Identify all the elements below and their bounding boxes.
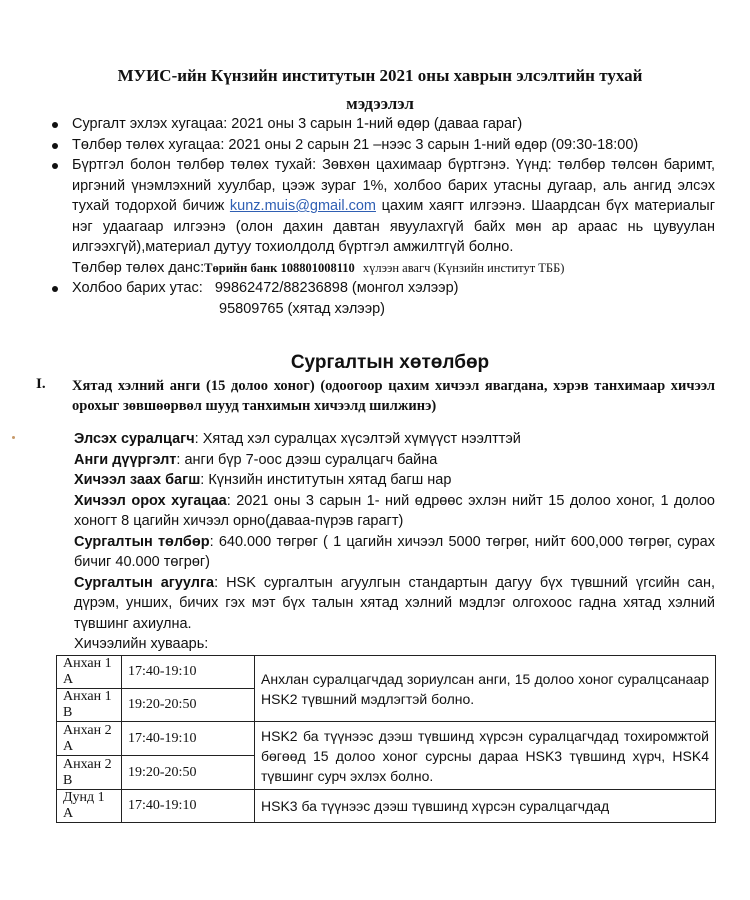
detail-teacher: Хичээл заах багш: Күнзийн институтын хятад багш нар	[74, 472, 452, 488]
title-line-2: мэдээлэл	[346, 94, 414, 113]
class-name-cell: Анхан 1 В	[57, 689, 122, 722]
class-name-cell: Дунд 1 А	[57, 790, 122, 823]
class-time-cell: 17:40-19:10	[122, 722, 255, 756]
detail-class-size: Анги дүүргэлт: анги бүр 7-оос дээш суралцагч байна	[74, 451, 438, 468]
email-link[interactable]: kunz.muis@gmail.com	[229, 198, 376, 214]
contact-mongolian: 99862472/88236898 (монгол хэлээр)	[214, 280, 459, 296]
info-bullet-list	[50, 114, 715, 319]
class-description-cell: Анхлан суралцагчдад зориулсан анги, 15 долоо хоног суралцсанаар HSK2 түвшний мэдлэгтэй болно.	[255, 656, 716, 722]
class-description-cell: HSK2 ба түүнээс дээш түвшинд хүрсэн суралцагчдад тохиромжтой бөгөөд 15 долоо хоног сурсны дараа HSK3 түвшинд хүрч, HSK4 түвшинг сурч эхлэх болно.	[255, 722, 716, 790]
bullet-registration: Бүртгэл болон төлбөр төлөх тухай: Зөвхөн цахимаар бүртгэнэ. Үүнд: төлбөр төлсөн баримт, иргэний үнэмлэхний хуулбар, цээж зураг 1%, холбоо барих утасны дугаар, аль ангид элсэх тухай тодорхой бичиж kunz.muis@gmail.com цахим хаягт илгээнэ. Шаардсан бүх материалыг нэг удаагаар илгээнэ (олон дахин давтан явуулахгүй байх мөн ар араас нь цувуулан илгээхгүй),материал дутуу тохиолдолд бүртгэл амжилтгүй болно. Төлбөр төлөх данс:Төрийн банк 108801008110 хүлээн авагч (Күнзийн институт ТББ)	[50, 155, 715, 278]
class-description-cell: HSK3 ба түүнээс дээш түвшинд хүрсэн суралцагчдад	[255, 790, 716, 823]
class-name-cell: Анхан 2 А	[57, 722, 122, 756]
class-time-cell: 19:20-20:50	[122, 756, 255, 790]
class-name-cell: Анхан 2 В	[57, 756, 122, 790]
payment-account: Төлбөр төлөх данс:Төрийн банк 108801008110 хүлээн авагч (Күнзийн институт ТББ)	[72, 259, 565, 276]
bullet-dot-icon	[52, 163, 58, 169]
document-title	[40, 62, 720, 118]
course-numeral: I.	[36, 376, 46, 392]
course-heading: Хятад хэлний анги (15 долоо хоног) (одоогоор цахим хичээл явагдана, хэрэв танхимаар хичээл орохыг зөвшөөрвөл шууд танхимын хичээлд шилжинэ)	[72, 378, 715, 414]
bullet-start-date: Сургалт эхлэх хугацаа: 2021 оны 3 сарын 1-ний өдөр (даваа гараг)	[50, 114, 715, 135]
bullet-dot-icon	[52, 286, 58, 292]
detail-schedule-label: Хичээлийн хуваарь:	[74, 636, 209, 652]
table-row	[57, 656, 716, 689]
detail-enroll: Элсэх суралцагч: Хятад хэл суралцах хүсэлтэй хүмүүст нээлттэй	[74, 431, 521, 447]
detail-time: Хичээл орох хугацаа: 2021 оны 3 сарын 1- ний өдрөөс эхлэн нийт 15 долоо хоног, 1 долоо хоногт 8 цагийн хичээл орно(даваа-пүрэв гарагт)	[74, 492, 715, 529]
title-line-1: МУИС-ийн Күнзийн институтын 2021 оны хаврын элсэлтийн тухай	[117, 66, 643, 85]
section-title: Сургалтын хөтөлбөр	[290, 352, 490, 373]
detail-content: Сургалтын агуулга: HSK сургалтын агуулгын стандартын дагуу бүх түвшний үгсийн сан, дүрэм, унших, бичих гэх мэт бүх талын хятад хэлний мэдлэг олгохоос гадна хятад хэлний түвшинг ахиулна.	[74, 574, 715, 632]
bullet-dot-icon	[52, 143, 58, 149]
class-time-cell: 19:20-20:50	[122, 689, 255, 722]
bullet-dot-icon	[52, 122, 58, 128]
table-row	[57, 790, 716, 823]
schedule-table	[56, 655, 716, 823]
class-time-cell: 17:40-19:10	[122, 656, 255, 689]
scan-speck	[12, 436, 15, 439]
contact-chinese: 95809765 (хятад хэлээр)	[219, 300, 385, 317]
detail-fee: Сургалтын төлбөр: 640.000 төгрөг ( 1 цагийн хичээл 5000 төгрөг, нийт 600,000 төгрөг, сурах бичиг 40.000 төгрөг)	[74, 533, 716, 570]
table-row	[57, 722, 716, 756]
course-details	[74, 429, 715, 655]
class-time-cell: 17:40-19:10	[122, 790, 255, 823]
class-name-cell: Анхан 1 А	[57, 656, 122, 689]
bullet-contact: Холбоо барих утас: 99862472/88236898 (монгол хэлээр) 95809765 (хятад хэлээр)	[50, 278, 715, 319]
bullet-payment-date: Төлбөр төлөх хугацаа: 2021 оны 2 сарын 21 –нээс 3 сарын 1-ний өдөр (09:30-18:00)	[50, 135, 715, 156]
